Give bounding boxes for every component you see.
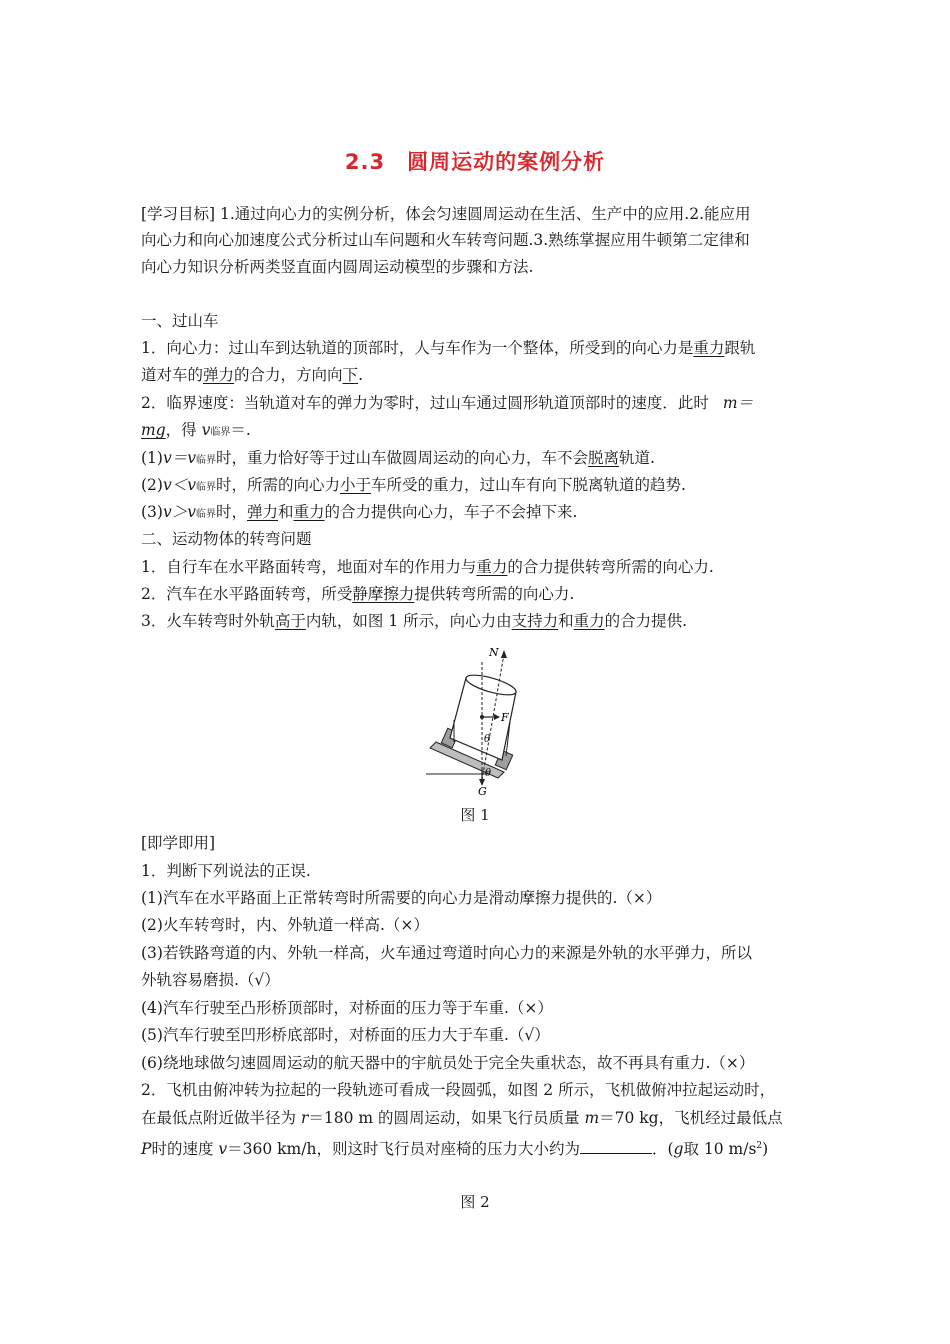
objectives-line-3: 向心力知识分析两类竖直面内圆周运动模型的步骤和方法. bbox=[141, 258, 534, 276]
statement-5: (5)汽车行驶至凹形桥底部时，对桥面的压力大于车重.（√） bbox=[141, 1026, 550, 1044]
statement-2: (2)火车转弯时，内、外轨道一样高.（×） bbox=[141, 916, 429, 934]
section1-heading: 一、过山车 bbox=[141, 312, 219, 330]
figure-1-caption: 图 1 bbox=[460, 806, 490, 824]
question-2-line-1: 2．飞机由俯冲转为拉起的一段轨迹可看成一段圆弧，如图 2 所示，飞机做俯冲拉起运动时， bbox=[141, 1081, 776, 1099]
text-run: ＝360 km/h，则这时飞行员对座椅的压力大小约为 bbox=[227, 1140, 580, 1159]
text-run: 的合力，方向向 bbox=[234, 366, 343, 384]
section1-paragraph-1 bbox=[141, 338, 755, 358]
text-run: v＞v bbox=[162, 503, 196, 521]
text-run: m＝ bbox=[722, 394, 754, 412]
section2-paragraph-3 bbox=[141, 611, 687, 631]
text-run: 跟轨 bbox=[724, 339, 756, 357]
text-run: 的合力提供. bbox=[604, 612, 688, 630]
superscript: 2 bbox=[756, 1141, 763, 1151]
answer-underline: 弹力 bbox=[203, 366, 235, 384]
answer-underline: 脱离 bbox=[588, 449, 620, 467]
statement-3-cont: 外轨容易磨损.（√） bbox=[141, 971, 280, 989]
label-n: N bbox=[489, 646, 499, 659]
text-run: (3) bbox=[141, 503, 163, 521]
subscript: 临界 bbox=[195, 482, 216, 493]
section1-paragraph-2-cont bbox=[141, 420, 251, 443]
question-1: 1．判断下列说法的正误. bbox=[141, 862, 311, 880]
section1-paragraph-2 bbox=[141, 393, 753, 413]
answer-underline: mg bbox=[141, 421, 166, 439]
section1-item-1 bbox=[141, 448, 655, 471]
text-run: g bbox=[673, 1140, 684, 1159]
section1-paragraph-1-cont bbox=[141, 365, 363, 385]
text-run: . bbox=[358, 366, 363, 384]
subscript: 临界 bbox=[195, 509, 216, 520]
answer-blank bbox=[580, 1139, 652, 1154]
subscript: 临界 bbox=[195, 455, 216, 466]
label-theta-upper: θ bbox=[484, 734, 491, 745]
section2-heading: 二、运动物体的转弯问题 bbox=[141, 530, 312, 548]
text-run: ，得 bbox=[165, 421, 202, 439]
text-run: 道对车的 bbox=[141, 366, 204, 384]
objectives-line-2: 向心力和向心加速度公式分析过山车问题和火车转弯问题.3.熟练掌握应用牛顿第二定律和 bbox=[141, 231, 750, 249]
question-2-line-3 bbox=[141, 1136, 768, 1159]
text-run: v＝v bbox=[162, 449, 196, 467]
text-run: 时，所需的向心力 bbox=[215, 476, 340, 494]
statement-4: (4)汽车行驶至凸形桥顶部时，对桥面的压力等于车重.（×） bbox=[141, 999, 553, 1017]
answer-underline: 静摩擦力 bbox=[352, 585, 415, 603]
text-run: ．( bbox=[651, 1140, 674, 1159]
section1-item-2 bbox=[141, 475, 686, 498]
subscript: 临界 bbox=[210, 427, 231, 438]
text-run: ＝180 m 的圆周运动，如果飞行员质量 bbox=[308, 1109, 585, 1127]
page-title: 2.3 圆周运动的案例分析 bbox=[344, 150, 606, 174]
text-run: 1．自行车在水平路面转弯，地面对车的作用力与 bbox=[141, 558, 477, 576]
answer-underline: 弹力 bbox=[247, 503, 279, 521]
text-run: 的合力提供向心力，车子不会掉下来. bbox=[324, 503, 578, 521]
text-run: 时的速度 bbox=[151, 1140, 219, 1159]
label-g: G bbox=[478, 785, 487, 797]
text-run: 2．临界速度：当轨道对车的弹力为零时，过山车通过圆形轨道顶部时的速度．此时 bbox=[141, 394, 709, 412]
text-run: 1．向心力：过山车到达轨道的顶部时，人与车作为一个整体，所受到的向心力是 bbox=[141, 339, 694, 357]
question-2-line-2 bbox=[141, 1108, 783, 1128]
text-run: ＝. bbox=[230, 421, 251, 439]
text-run: m bbox=[584, 1109, 600, 1127]
figure-2-caption: 图 2 bbox=[460, 1193, 490, 1211]
text-run: v bbox=[218, 1140, 228, 1159]
answer-underline: 高于 bbox=[274, 612, 306, 630]
section2-paragraph-2 bbox=[141, 584, 574, 604]
answer-underline: 重力 bbox=[693, 339, 725, 357]
text-run: 2．汽车在水平路面转弯，所受 bbox=[141, 585, 353, 603]
answer-underline: 重力 bbox=[476, 558, 508, 576]
answer-underline: 支持力 bbox=[511, 612, 559, 630]
text-run: 时，重力恰好等于过山车做圆周运动的向心力，车不会 bbox=[215, 449, 588, 467]
text-run: 轨道. bbox=[619, 449, 655, 467]
answer-underline: 小于 bbox=[340, 476, 372, 494]
text-run: 和 bbox=[558, 612, 574, 630]
text-run: 的合力提供转弯所需的向心力. bbox=[507, 558, 714, 576]
figure-1-train-diagram bbox=[418, 642, 538, 797]
text-run: ＝70 kg，飞机经过最低点 bbox=[599, 1109, 783, 1127]
text-run: r bbox=[300, 1109, 309, 1127]
normal-arrowhead bbox=[501, 650, 507, 658]
statement-1: (1)汽车在水平路面上正常转弯时所需要的向心力是滑动摩擦力提供的.（×） bbox=[141, 889, 662, 907]
label-f: F bbox=[501, 711, 509, 724]
text-run: 时， bbox=[215, 503, 247, 521]
text-run: v bbox=[201, 421, 211, 439]
objectives-line-1: [学习目标] 1.通过向心力的实例分析，体会匀速圆周运动在生活、生产中的应用.2.能应用 bbox=[141, 205, 751, 223]
text-run: 和 bbox=[278, 503, 294, 521]
text-run: P bbox=[141, 1140, 152, 1159]
practice-heading: [即学即用] bbox=[141, 834, 216, 852]
text-run: 取 10 m/s bbox=[683, 1140, 757, 1159]
answer-underline: 下 bbox=[342, 366, 359, 384]
statement-6: (6)绕地球做匀速圆周运动的航天器中的宇航员处于完全失重状态，故不再具有重力.（×） bbox=[141, 1054, 755, 1072]
answer-underline: 重力 bbox=[293, 503, 325, 521]
text-run: 车所受的重力，过山车有向下脱离轨道的趋势. bbox=[371, 476, 686, 494]
statement-3: (3)若铁路弯道的内、外轨一样高，火车通过弯道时向心力的来源是外轨的水平弹力，所以 bbox=[141, 944, 752, 962]
text-run: ) bbox=[762, 1140, 769, 1159]
center-point bbox=[480, 715, 484, 719]
text-run: 在最低点附近做半径为 bbox=[141, 1109, 301, 1127]
text-run: 提供转弯所需的向心力. bbox=[414, 585, 575, 603]
text-run: 3．火车转弯时外轨 bbox=[141, 612, 275, 630]
text-run: (1) bbox=[141, 449, 163, 467]
text-run: (2) bbox=[141, 476, 163, 494]
section2-paragraph-1 bbox=[141, 557, 714, 577]
answer-underline: 重力 bbox=[573, 612, 605, 630]
text-run: v＜v bbox=[162, 476, 196, 494]
text-run: 内轨，如图 1 所示，向心力由 bbox=[305, 612, 512, 630]
label-theta-lower: θ bbox=[485, 768, 492, 779]
section1-item-3 bbox=[141, 502, 577, 525]
